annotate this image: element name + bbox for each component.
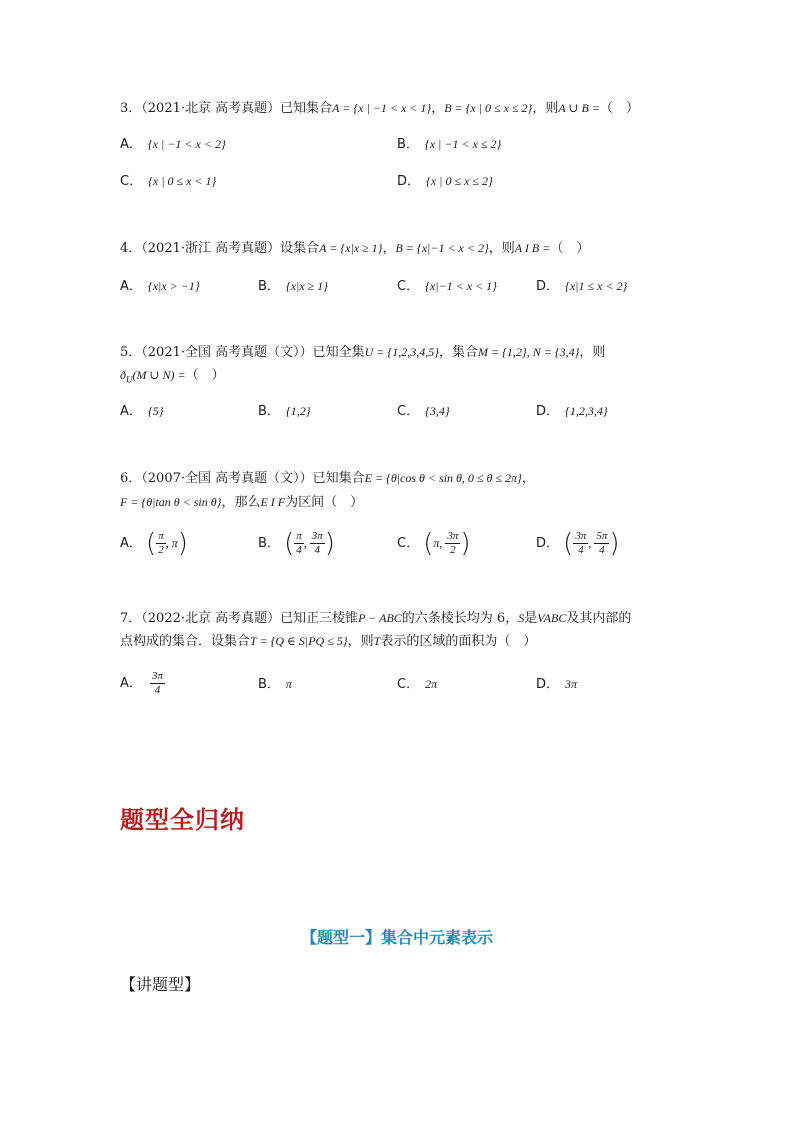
option-value: {1,2} — [285, 404, 311, 418]
numerator: 3π — [575, 530, 587, 542]
option-label: A． — [120, 676, 142, 691]
numerator: 3π — [152, 670, 164, 682]
q6-option-b[interactable] — [258, 530, 335, 557]
option-label: B． — [397, 137, 419, 152]
option-label: A． — [120, 279, 142, 294]
option-label: C． — [397, 404, 420, 419]
denominator: 2 — [158, 544, 164, 556]
paren-close: ) — [177, 528, 188, 559]
q5-option-b[interactable] — [258, 401, 311, 422]
option-value: {x | 0 ≤ x < 1} — [148, 174, 217, 188]
paren-open: ( — [284, 528, 295, 559]
q4-option-d[interactable] — [536, 276, 627, 297]
denominator: 4 — [296, 544, 302, 556]
option-value: {x | 0 ≤ x ≤ 2} — [426, 174, 493, 188]
option-label: D． — [397, 174, 421, 189]
question-5-line-2 — [120, 365, 225, 390]
fraction — [573, 530, 588, 557]
option-label: C． — [120, 174, 143, 189]
q6-prefix: 6．（2007·全国 高考真题（文））已知集合 — [120, 471, 365, 486]
option-value: π — [285, 677, 292, 691]
numerator: π — [296, 530, 302, 542]
q5-option-a[interactable] — [120, 401, 164, 422]
comma: , — [303, 536, 310, 550]
q5-then: ，则 — [579, 345, 606, 360]
q7-inside: 及其内部的 — [566, 611, 632, 626]
q3-option-a[interactable] — [120, 134, 226, 155]
option-value: {x | −1 < x < 2} — [147, 137, 226, 151]
q4-blank: （ ） — [550, 241, 590, 256]
q6-option-d[interactable] — [536, 530, 620, 557]
q3-prefix: 3．（2021·北京 高考真题）已知集合 — [120, 101, 333, 116]
option-value: {3,4} — [425, 404, 450, 418]
q7-edges: 的六条棱长均为 6， — [401, 611, 519, 626]
option-value: {x|x > −1} — [147, 279, 200, 293]
option-label: B． — [258, 279, 280, 294]
q7-option-c[interactable] — [397, 674, 437, 695]
comma: , — [588, 536, 595, 550]
numerator: 5π — [596, 530, 608, 542]
q3-option-c[interactable] — [120, 171, 216, 192]
q6-expr: E I F — [260, 495, 286, 509]
paren-open: ( — [423, 528, 434, 559]
question-4 — [120, 238, 589, 259]
paren-close: ) — [460, 528, 471, 559]
question-6 — [120, 468, 535, 489]
denominator: 4 — [154, 684, 161, 696]
q3-expr: A ∪ B = — [558, 101, 600, 115]
q5-prefix: 5．（2021·全国 高考真题（文））已知全集 — [120, 345, 365, 360]
q4-set-b: B = {x|−1 < x < 2} — [395, 241, 489, 255]
q4-prefix: 4．（2021·浙江 高考真题）设集合 — [120, 241, 320, 256]
paren-open: ( — [563, 528, 574, 559]
question-6-line-2 — [120, 492, 363, 513]
q6-set-e: E = {θ|cos θ < sin θ, 0 ≤ θ ≤ 2π} — [364, 471, 522, 485]
fraction — [156, 530, 166, 557]
q3-set-a: A = {x | −1 < x < 1} — [332, 101, 432, 115]
denominator: 4 — [578, 544, 584, 556]
numerator: 3π — [311, 530, 323, 542]
q5-blank: （ ） — [185, 368, 225, 383]
q5-expr: (M ∪ N) = — [132, 368, 186, 382]
denominator: 2 — [450, 544, 456, 556]
option-label: C． — [397, 677, 420, 692]
q6-blank: 为区间（ ） — [285, 495, 364, 510]
option-label: C． — [397, 536, 420, 551]
option-label: A． — [120, 137, 142, 152]
option-label: B． — [258, 677, 280, 692]
q7-option-b[interactable] — [258, 674, 292, 695]
q4-set-a: A = {x|x ≥ 1} — [319, 241, 383, 255]
q4-option-a[interactable] — [120, 276, 200, 297]
q4-option-b[interactable] — [258, 276, 328, 297]
question-5 — [120, 342, 605, 363]
option-label: D． — [536, 536, 560, 551]
denominator: 4 — [314, 544, 320, 556]
q7-prefix: 7．（2022·北京 高考真题）已知正三棱锥 — [120, 611, 359, 626]
option-label: C． — [397, 279, 420, 294]
numerator: π — [158, 530, 164, 542]
q3-set-b: B = {x | 0 ≤ x ≤ 2} — [444, 101, 533, 115]
option-value: {x|1 ≤ x < 2} — [565, 279, 628, 293]
section-title: 题型全归纳 — [120, 806, 245, 834]
q7-set-t: T = {Q ∈ S|PQ ≤ 5} — [250, 634, 348, 648]
q6-then: ，那么 — [221, 495, 261, 510]
question-7 — [120, 608, 631, 629]
q7-is: 是 — [524, 611, 538, 626]
q7-option-a[interactable] — [120, 670, 165, 697]
option-label: B． — [258, 536, 280, 551]
denominator: 4 — [599, 544, 605, 556]
option-value: {x|−1 < x < 1} — [425, 279, 497, 293]
q7-area: 表示的区域的面积为（ ） — [380, 634, 537, 649]
q5-option-c[interactable] — [397, 401, 450, 422]
sub-heading: 【讲题型】 — [120, 975, 201, 994]
q7-pyramid: P − ABC — [358, 611, 402, 625]
q4-option-c[interactable] — [397, 276, 497, 297]
q4-comma: ， — [382, 241, 396, 256]
q3-then: ，则 — [532, 101, 559, 116]
q3-option-d[interactable] — [397, 171, 493, 192]
question-7-line-2 — [120, 631, 536, 652]
q7-then: ，则 — [347, 634, 374, 649]
q7-set-intro: 点构成的集合．设集合 — [120, 634, 251, 649]
q4-expr: A I B = — [514, 241, 551, 255]
q7-option-d[interactable] — [536, 674, 577, 695]
q7-t: T — [373, 634, 381, 648]
fraction — [150, 670, 165, 697]
q5-complement-sub: U — [126, 374, 133, 385]
question-3 — [120, 98, 639, 119]
option-label: D． — [536, 404, 560, 419]
fraction — [294, 530, 304, 557]
q7-s: S — [518, 611, 525, 625]
q4-then: ，则 — [488, 241, 515, 256]
paren-close: ) — [324, 528, 335, 559]
option-value: {x|x ≥ 1} — [285, 279, 329, 293]
option-label: A． — [120, 404, 142, 419]
option-label: A． — [120, 536, 142, 551]
fraction — [594, 530, 609, 557]
q3-blank: （ ） — [599, 101, 639, 116]
option-value: 3π — [565, 677, 578, 691]
q6-option-c[interactable] — [397, 530, 471, 557]
option-label: B． — [258, 404, 280, 419]
option-label: D． — [536, 279, 560, 294]
q5-set-word: ，集合 — [439, 345, 479, 360]
option-rest: , π — [165, 536, 178, 550]
type-heading: 【题型一】集合中元素表示 — [300, 928, 493, 947]
paren-close: ) — [609, 528, 620, 559]
fraction — [445, 530, 460, 557]
q6-set-f: F = {θ|tan θ < sin θ} — [120, 495, 222, 509]
option-value: {5} — [147, 404, 164, 418]
q5-set-mn: M = {1,2}, N = {3,4} — [478, 345, 580, 359]
option-pre: π, — [433, 536, 446, 550]
option-value: 2π — [425, 677, 438, 691]
option-value: {x | −1 < x ≤ 2} — [424, 137, 502, 151]
q5-complement: ð — [120, 368, 126, 382]
q6-option-a[interactable] — [120, 530, 188, 557]
option-label: D． — [536, 677, 560, 692]
q7-triangle: VABC — [537, 611, 567, 625]
paren-open: ( — [146, 528, 157, 559]
q5-option-d[interactable] — [536, 401, 608, 422]
q3-option-b[interactable] — [397, 134, 501, 155]
numerator: 3π — [447, 530, 459, 542]
q3-comma: ， — [431, 101, 445, 116]
q5-set-u: U = {1,2,3,4,5} — [364, 345, 439, 359]
q6-comma: ， — [521, 471, 535, 486]
option-value: {1,2,3,4} — [565, 404, 608, 418]
fraction — [310, 530, 325, 557]
